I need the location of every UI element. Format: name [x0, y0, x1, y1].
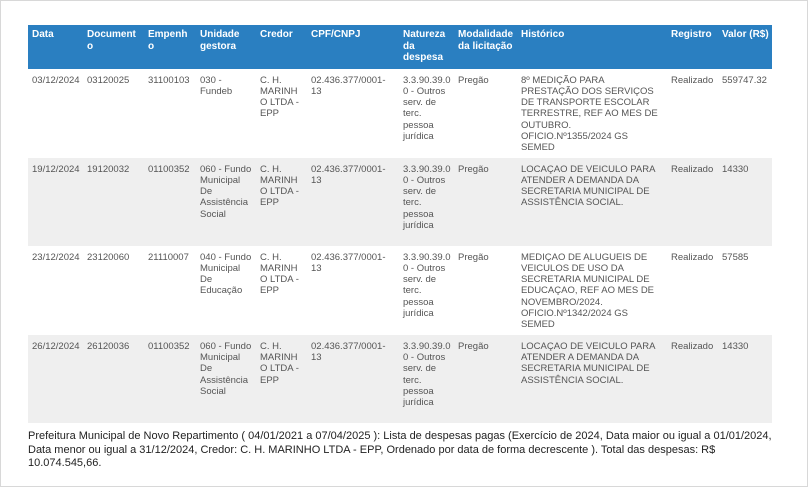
col-header-historico[interactable]: Histórico — [517, 25, 667, 69]
report-summary-text: Prefeitura Municipal de Novo Repartimento ( 04/01/2021 a 07/04/2025 ): Lista de despesas pagas (Exercício de 2024, Data maior ou igual a 01/01/2024, Data menor ou igual a 31/12/2024, Credor: C. H. MARINHO LTDA - EPP, Ordenado por data de forma decrescente ). Total das despesas: R$ 10.074.545,66. — [28, 430, 772, 469]
col-header-data[interactable]: Data — [28, 25, 83, 69]
cell-historico: LOCAÇAO DE VEICULO PARA ATENDER A DEMANDA DA SECRETARIA MUNICIPAL DE ASSISTÊNCIA SOCIAL. — [517, 158, 667, 246]
cell-documento: 19120032 — [83, 158, 144, 246]
col-header-unidade-gestora[interactable]: Unidade gestora — [196, 25, 256, 69]
col-header-credor[interactable]: Credor — [256, 25, 307, 69]
cell-registro: Realizado — [667, 246, 718, 335]
cell-cpf-cnpj: 02.436.377/0001-13 — [307, 69, 399, 158]
cell-modalidade: Pregão — [454, 158, 517, 246]
cell-credor: C. H. MARINHO LTDA - EPP — [256, 158, 307, 246]
cell-data: 03/12/2024 — [28, 69, 83, 158]
cell-cpf-cnpj: 02.436.377/0001-13 — [307, 246, 399, 335]
cell-natureza: 3.3.90.39.00 - Outros serv. de terc. pessoa jurídica — [399, 335, 454, 423]
cell-documento: 26120036 — [83, 335, 144, 423]
cell-unidade: 030 - Fundeb — [196, 69, 256, 158]
cell-historico: MEDIÇAO DE ALUGUEIS DE VEICULOS DE USO DA SECRETARIA MUNICIPAL DE EDUCAÇAO, REF AO MES DE NOVEMBRO/2024. OFICIO.Nº1342/2024 GS SEMED — [517, 246, 667, 335]
cell-data: 19/12/2024 — [28, 158, 83, 246]
cell-modalidade: Pregão — [454, 69, 517, 158]
cell-cpf-cnpj: 02.436.377/0001-13 — [307, 335, 399, 423]
cell-empenho: 31100103 — [144, 69, 196, 158]
cell-data: 23/12/2024 — [28, 246, 83, 335]
cell-natureza: 3.3.90.39.00 - Outros serv. de terc. pessoa jurídica — [399, 158, 454, 246]
cell-valor: 57585 — [718, 246, 772, 335]
col-header-registro[interactable]: Registro — [667, 25, 718, 69]
cell-credor: C. H. MARINHO LTDA - EPP — [256, 335, 307, 423]
table-header-row — [28, 25, 772, 69]
table-row[interactable] — [28, 158, 772, 246]
col-header-modalidade[interactable]: Modalidade da licitação — [454, 25, 517, 69]
cell-modalidade: Pregão — [454, 335, 517, 423]
table-row[interactable] — [28, 335, 772, 423]
cell-registro: Realizado — [667, 158, 718, 246]
cell-documento: 23120060 — [83, 246, 144, 335]
cell-natureza: 3.3.90.39.00 - Outros serv. de terc. pessoa jurídica — [399, 246, 454, 335]
cell-historico: LOCAÇAO DE VEICULO PARA ATENDER A DEMANDA DA SECRETARIA MUNICIPAL DE ASSISTÊNCIA SOCIAL. — [517, 335, 667, 423]
table-row[interactable] — [28, 69, 772, 158]
cell-valor: 14330 — [718, 158, 772, 246]
cell-unidade: 040 - Fundo Municipal De Educação — [196, 246, 256, 335]
cell-valor: 14330 — [718, 335, 772, 423]
cell-data: 26/12/2024 — [28, 335, 83, 423]
cell-credor: C. H. MARINHO LTDA - EPP — [256, 69, 307, 158]
cell-natureza: 3.3.90.39.00 - Outros serv. de terc. pessoa jurídica — [399, 69, 454, 158]
cell-credor: C. H. MARINHO LTDA - EPP — [256, 246, 307, 335]
cell-modalidade: Pregão — [454, 246, 517, 335]
cell-unidade: 060 - Fundo Municipal De Assistência Social — [196, 158, 256, 246]
col-header-natureza[interactable]: Natureza da despesa — [399, 25, 454, 69]
col-header-cpf-cnpj[interactable]: CPF/CNPJ — [307, 25, 399, 69]
table-row[interactable] — [28, 246, 772, 335]
cell-valor: 559747.32 — [718, 69, 772, 158]
col-header-documento[interactable]: Documento — [83, 25, 144, 69]
cell-registro: Realizado — [667, 335, 718, 423]
cell-cpf-cnpj: 02.436.377/0001-13 — [307, 158, 399, 246]
col-header-valor[interactable]: Valor (R$) — [718, 25, 772, 69]
cell-unidade: 060 - Fundo Municipal De Assistência Social — [196, 335, 256, 423]
col-header-empenho[interactable]: Empenho — [144, 25, 196, 69]
cell-empenho: 21110007 — [144, 246, 196, 335]
cell-registro: Realizado — [667, 69, 718, 158]
cell-historico: 8º MEDIÇÃO PARA PRESTAÇÃO DOS SERVIÇOS DE TRANSPORTE ESCOLAR TERRESTRE, REF AO MES DE OUTUBRO. OFICIO.Nº1355/2024 GS SEMED — [517, 69, 667, 158]
cell-documento: 03120025 — [83, 69, 144, 158]
cell-empenho: 01100352 — [144, 158, 196, 246]
cell-empenho: 01100352 — [144, 335, 196, 423]
expenses-table — [28, 25, 772, 423]
